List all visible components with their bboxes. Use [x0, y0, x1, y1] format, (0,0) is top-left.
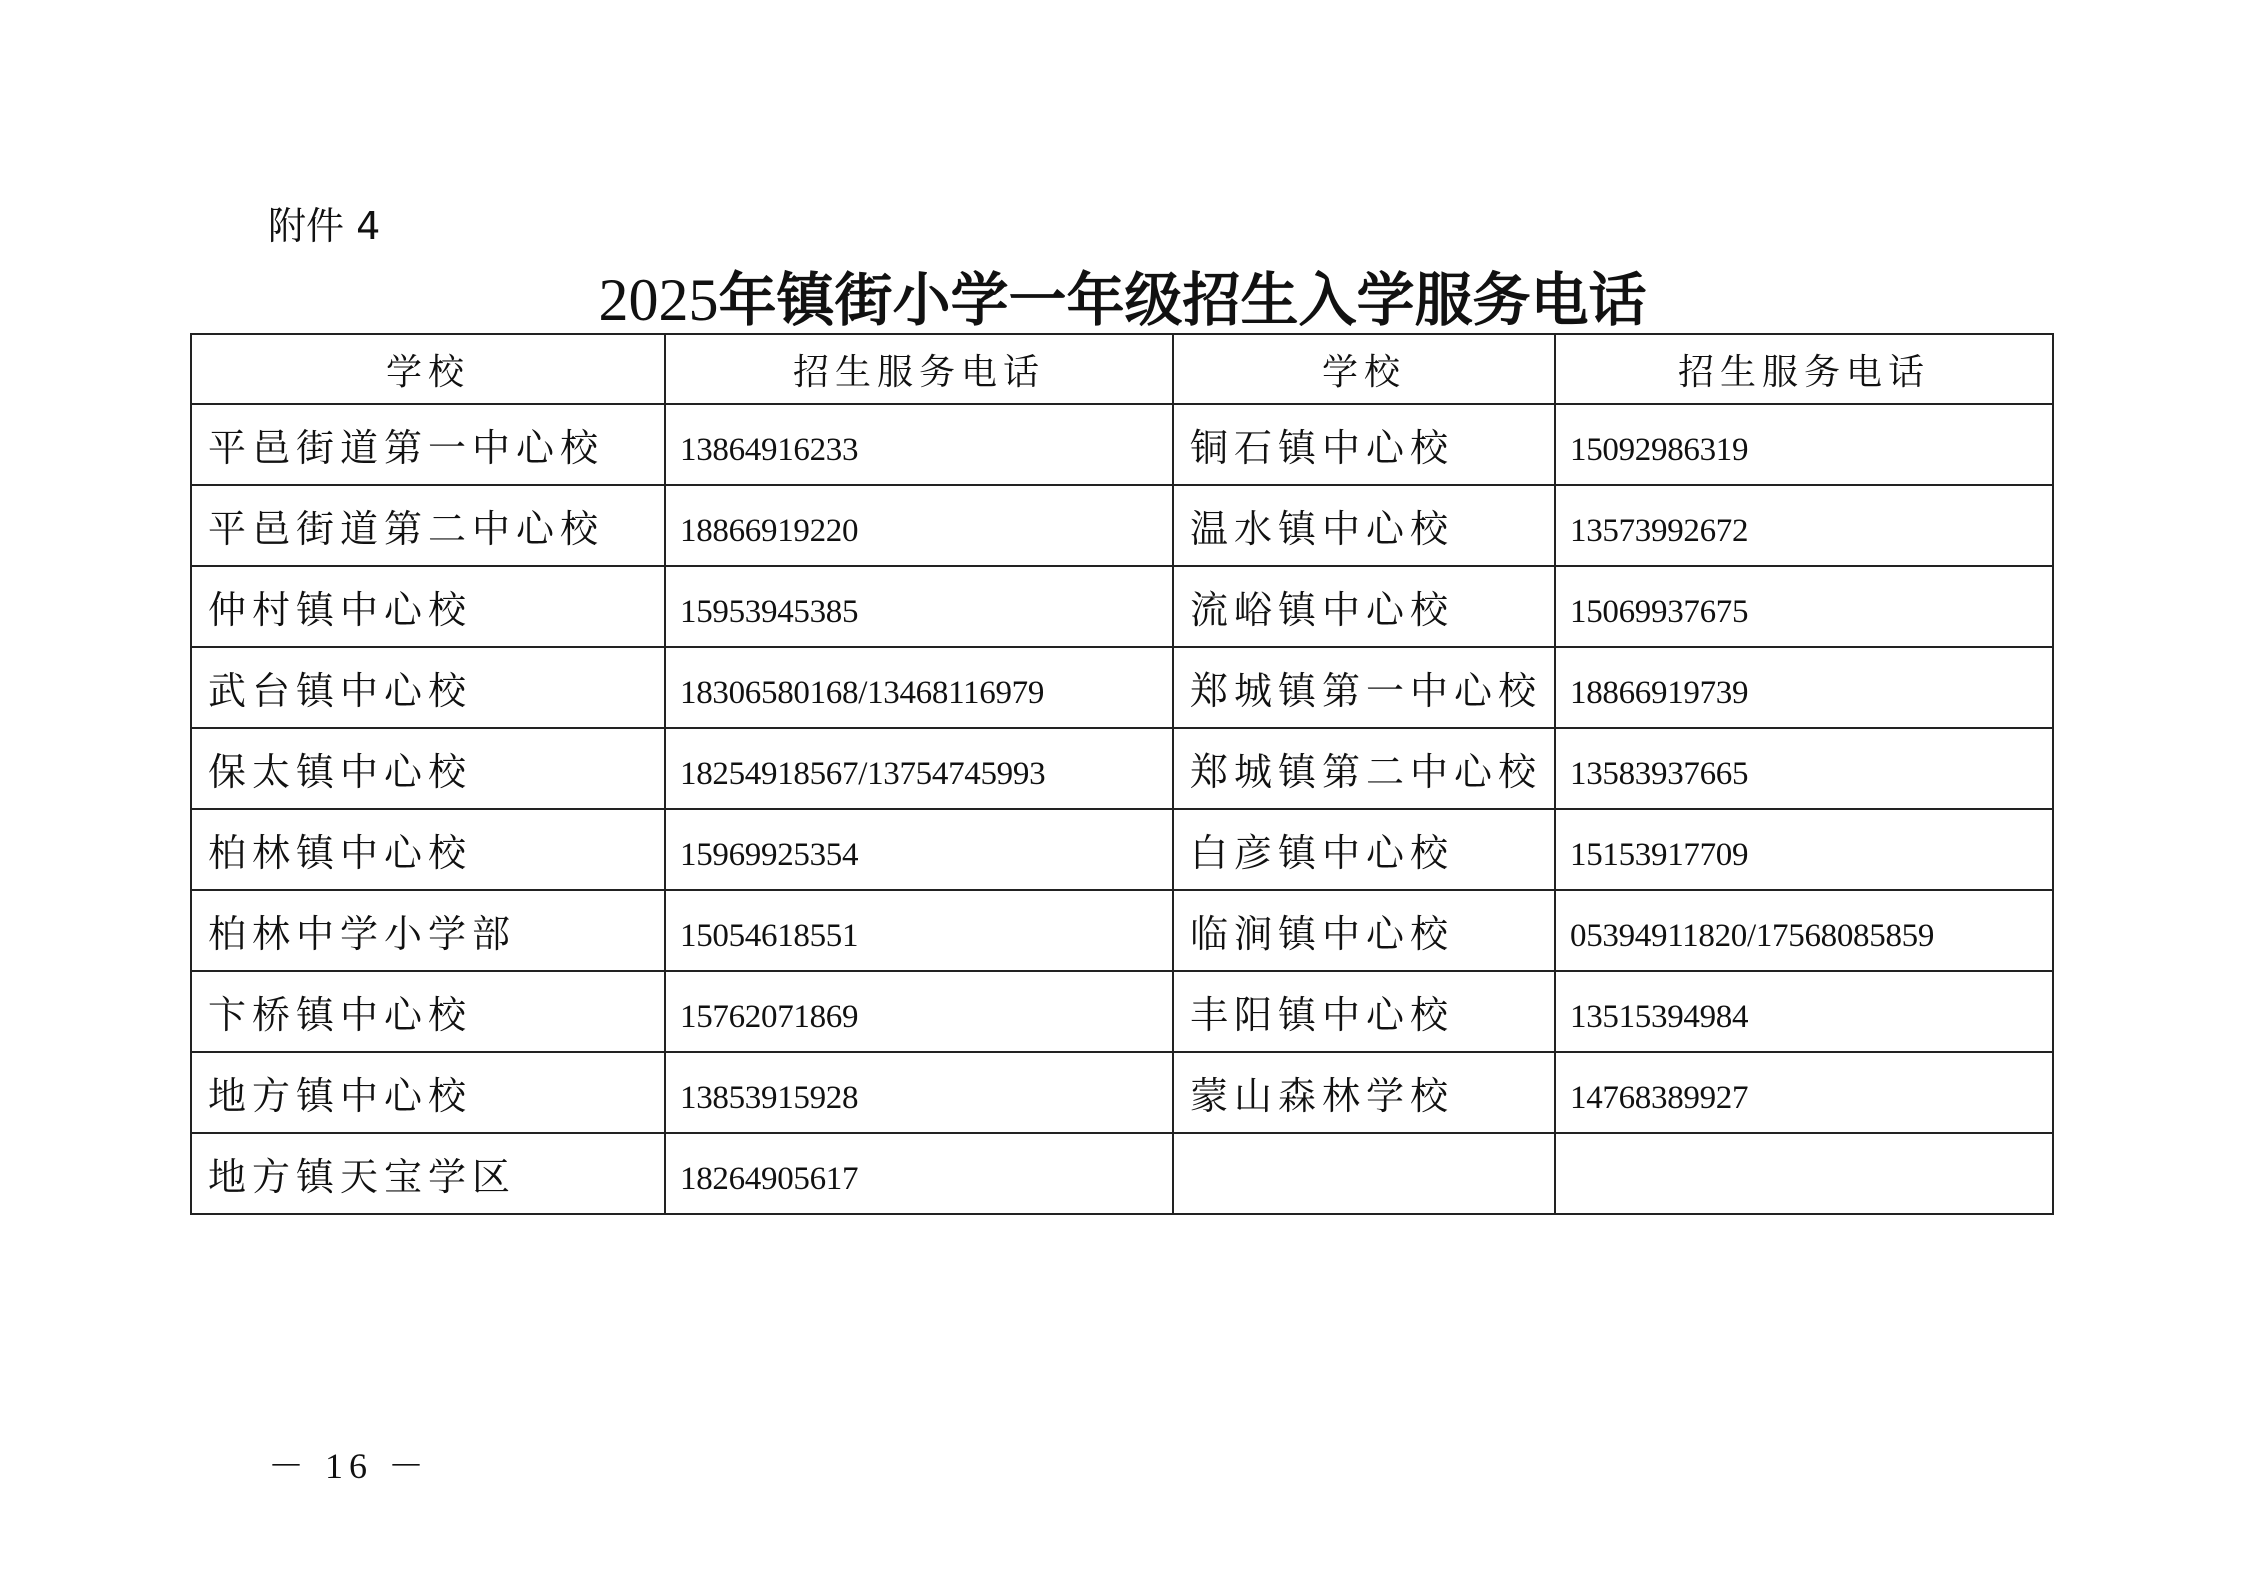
table-header-row [191, 334, 2053, 404]
school-name: 郑城镇第二中心校 [1173, 728, 1555, 809]
phone-number: 15953945385 [665, 566, 1173, 647]
table-row [191, 890, 2053, 971]
school-name: 柏林镇中心校 [191, 809, 665, 890]
school-name: 蒙山森林学校 [1173, 1052, 1555, 1133]
phone-number: 18866919220 [665, 485, 1173, 566]
phone-number: 13573992672 [1555, 485, 2053, 566]
header-school-left: 学校 [191, 334, 665, 404]
phone-number: 18306580168/13468116979 [665, 647, 1173, 728]
title-text: 年镇街小学一年级招生入学服务电话 [718, 266, 1647, 334]
school-name: 地方镇中心校 [191, 1052, 665, 1133]
phone-number: 18264905617 [665, 1133, 1173, 1214]
school-name: 铜石镇中心校 [1173, 404, 1555, 485]
title-year: 2025 [598, 267, 719, 333]
phone-number: 13864916233 [665, 404, 1173, 485]
table-row [191, 1052, 2053, 1133]
phone-number: 15054618551 [665, 890, 1173, 971]
enrollment-phone-table [190, 333, 2054, 1215]
school-name: 平邑街道第二中心校 [191, 485, 665, 566]
school-name: 流峪镇中心校 [1173, 566, 1555, 647]
phone-number: 13853915928 [665, 1052, 1173, 1133]
phone-number: 14768389927 [1555, 1052, 2053, 1133]
table-row [191, 728, 2053, 809]
school-name: 武台镇中心校 [191, 647, 665, 728]
school-name: 仲村镇中心校 [191, 566, 665, 647]
attachment-label: 附件 4 [268, 204, 381, 248]
school-name: 平邑街道第一中心校 [191, 404, 665, 485]
school-name: 临涧镇中心校 [1173, 890, 1555, 971]
school-name: 卞桥镇中心校 [191, 971, 665, 1052]
phone-number: 05394911820/17568085859 [1555, 890, 2053, 971]
phone-number: 15092986319 [1555, 404, 2053, 485]
phone-number: 13515394984 [1555, 971, 2053, 1052]
phone-number: 15153917709 [1555, 809, 2053, 890]
header-phone-left: 招生服务电话 [665, 334, 1173, 404]
document-title [0, 262, 2245, 338]
table-row [191, 566, 2053, 647]
phone-number: 18254918567/13754745993 [665, 728, 1173, 809]
phone-number: 18866919739 [1555, 647, 2053, 728]
table-row [191, 404, 2053, 485]
table-row [191, 1133, 2053, 1214]
phone-number: 13583937665 [1555, 728, 2053, 809]
school-name: 郑城镇第一中心校 [1173, 647, 1555, 728]
school-name: 白彦镇中心校 [1173, 809, 1555, 890]
table-row [191, 485, 2053, 566]
school-name [1173, 1133, 1555, 1214]
school-name: 保太镇中心校 [191, 728, 665, 809]
school-name: 丰阳镇中心校 [1173, 971, 1555, 1052]
phone-number [1555, 1133, 2053, 1214]
table-row [191, 971, 2053, 1052]
school-name: 温水镇中心校 [1173, 485, 1555, 566]
header-phone-right: 招生服务电话 [1555, 334, 2053, 404]
header-school-right: 学校 [1173, 334, 1555, 404]
phone-number: 15969925354 [665, 809, 1173, 890]
table-row [191, 809, 2053, 890]
phone-number: 15069937675 [1555, 566, 2053, 647]
table-row [191, 647, 2053, 728]
page-number: － 16 － [268, 1446, 431, 1486]
school-name: 柏林中学小学部 [191, 890, 665, 971]
phone-number: 15762071869 [665, 971, 1173, 1052]
school-name: 地方镇天宝学区 [191, 1133, 665, 1214]
